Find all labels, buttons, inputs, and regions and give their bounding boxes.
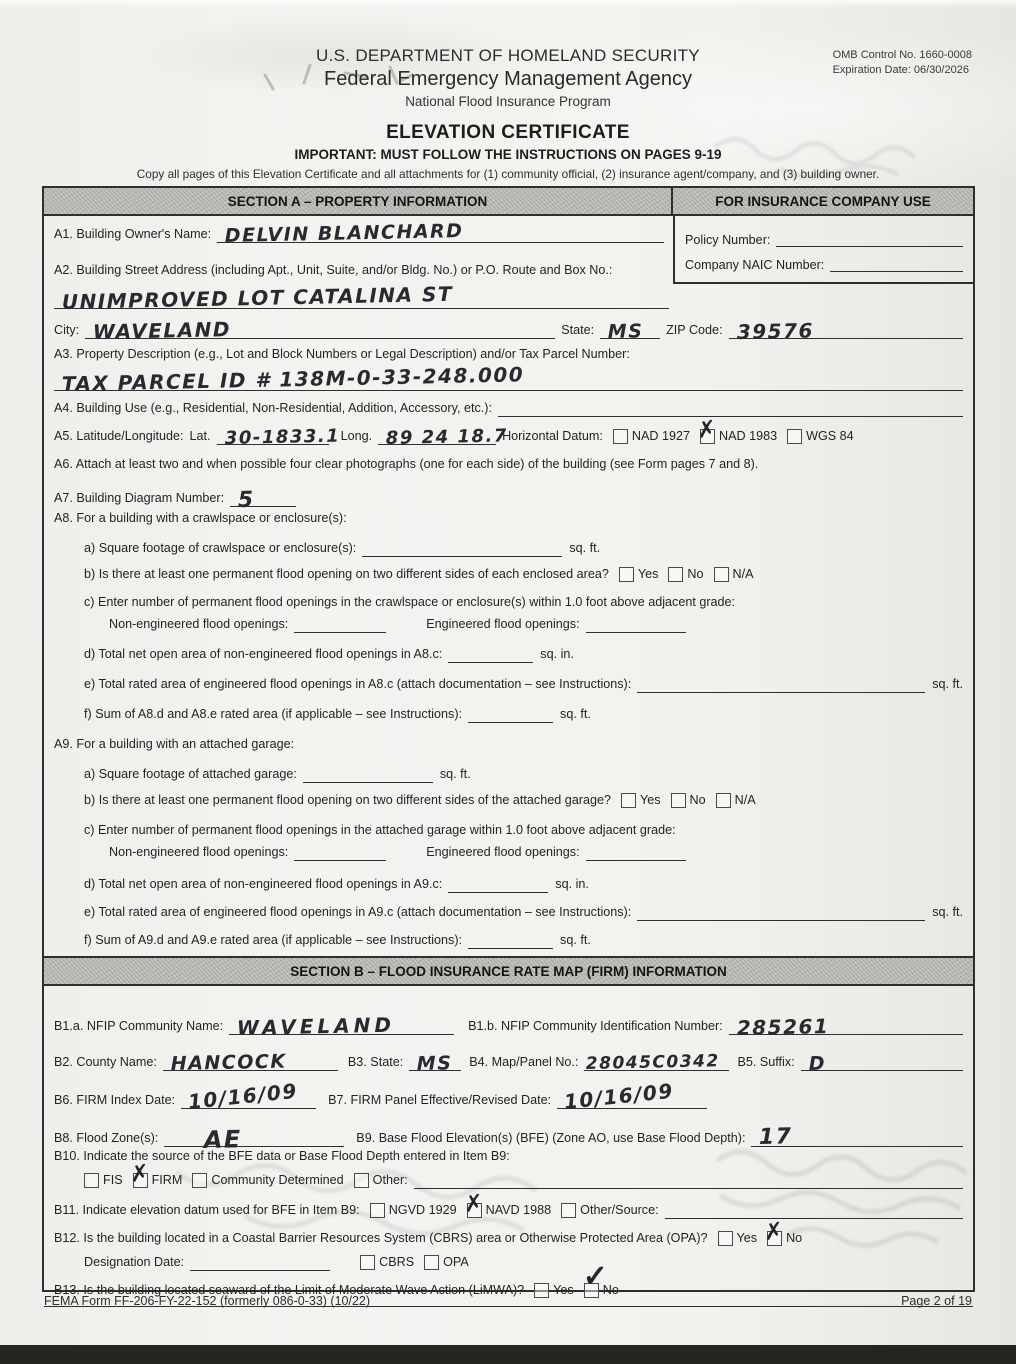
a8c-label: c) Enter number of permanent flood openings in the crawlspace or enclosure(s) within 1.0 foot above adjacent grade: xyxy=(84,595,736,609)
a2-label: A2. Building Street Address (including Apt., Unit, Suite, and/or Bldg. No.) or P.O. Route and Box No.: xyxy=(54,263,613,277)
b10-label-row xyxy=(54,1148,510,1165)
a3-label-row xyxy=(54,346,630,363)
b3-label: B3. State: xyxy=(347,1055,404,1069)
a4-row xyxy=(54,400,963,417)
naic-number-label: Company NAIC Number: xyxy=(685,258,825,272)
a8a-label: a) Square footage of crawlspace or enclosure(s): xyxy=(84,541,357,555)
a8c-eng-field[interactable] xyxy=(586,617,686,633)
a4-label: A4. Building Use (e.g., Residential, Non-Residential, Addition, Accessory, etc.): xyxy=(54,401,492,415)
b8-flood-zone-field[interactable]: AE xyxy=(164,1120,344,1147)
a9b-na-checkbox[interactable] xyxy=(716,793,731,808)
a8d-suffix: sq. in. xyxy=(540,647,574,661)
copy-instruction: Copy all pages of this Elevation Certificate and all attachments for (1) community official, (2) insurance agent/company, and (3) building owner. xyxy=(136,167,880,181)
wgs-84-checkbox[interactable] xyxy=(787,429,802,444)
a9c-fields-row xyxy=(109,844,686,861)
a9c-eng-field[interactable] xyxy=(586,845,686,861)
omb-control-block xyxy=(833,48,972,78)
b9-bfe-field[interactable]: 17 xyxy=(751,1131,963,1147)
a9e-row xyxy=(84,904,963,921)
a9a-row xyxy=(84,766,471,783)
a8b-na-label: N/A xyxy=(732,567,754,581)
a9f-row xyxy=(84,932,591,949)
a8d-field[interactable] xyxy=(448,647,533,663)
a9f-field[interactable] xyxy=(468,933,553,949)
a9f-label: f) Sum of A9.d and A9.e rated area (if applicable – see Instructions): xyxy=(84,933,463,947)
a9d-label: d) Total net open area of non-engineered flood openings in A9.c: xyxy=(84,877,443,891)
city-state-zip-row xyxy=(54,316,963,344)
b12-opa-label: OPA xyxy=(443,1255,469,1269)
a9e-field[interactable] xyxy=(637,905,925,921)
a8f-suffix: sq. ft. xyxy=(560,707,591,721)
agency-name: U.S. DEPARTMENT OF HOMELAND SECURITY xyxy=(316,46,700,65)
b11-navd-label: NAVD 1988 xyxy=(485,1203,552,1217)
a9c-label-row xyxy=(84,822,676,839)
state-label: State: xyxy=(561,323,595,337)
b6-label: B6. FIRM Index Date: xyxy=(54,1093,176,1107)
a8d-label: d) Total net open area of non-engineered flood openings in A8.c: xyxy=(84,647,443,661)
nad-1927-checkbox[interactable] xyxy=(613,429,628,444)
nad-1927-label: NAD 1927 xyxy=(631,429,690,443)
a9b-no-checkbox[interactable] xyxy=(671,793,686,808)
a9b-no-label: No xyxy=(689,793,706,807)
a1-row xyxy=(54,220,664,247)
a9a-field[interactable] xyxy=(303,767,433,783)
a2-value-row xyxy=(54,281,669,314)
b10-other-checkbox[interactable] xyxy=(354,1173,369,1188)
a8b-row xyxy=(84,566,754,583)
a8e-label: e) Total rated area of engineered flood openings in A8.c (attach documentation – see Instructions): xyxy=(84,677,632,691)
section-b-header-bar xyxy=(44,956,973,986)
a8c-label-row xyxy=(84,594,735,611)
b1b-label: B1.b. NFIP Community Identification Number: xyxy=(468,1019,723,1033)
a8f-field[interactable] xyxy=(468,707,553,723)
b12-yes-checkbox[interactable] xyxy=(718,1231,733,1246)
b10-fis-label: FIS xyxy=(103,1173,123,1187)
b3-state-field[interactable]: MS xyxy=(409,1055,461,1071)
a9b-na-label: N/A xyxy=(734,793,756,807)
a2-street-address-field[interactable]: UNIMPROVED LOT CATALINA ST xyxy=(54,284,669,309)
nad-1983-checkbox[interactable] xyxy=(700,429,715,444)
b6-row xyxy=(54,1078,707,1114)
b1b-community-id-field[interactable]: 285261 xyxy=(729,1019,963,1035)
b10-fis-checkbox[interactable] xyxy=(84,1173,99,1188)
state-field[interactable]: MS xyxy=(600,323,660,339)
b2-label: B2. County Name: xyxy=(54,1055,157,1069)
a8c-eng-label: Engineered flood openings: xyxy=(426,617,580,631)
b11-label: B11. Indicate elevation datum used for BFE in Item B9: xyxy=(54,1203,360,1217)
section-a-title: SECTION A – PROPERTY INFORMATION xyxy=(227,193,488,209)
a9c-eng-label: Engineered flood openings: xyxy=(426,845,580,859)
b1a-label: B1.a. NFIP Community Name: xyxy=(54,1019,224,1033)
nad-1983-label: NAD 1983 xyxy=(718,429,778,443)
a9c-non-label: Non-engineered flood openings: xyxy=(109,845,289,859)
insurance-company-use-box xyxy=(673,216,973,284)
a9c-label: c) Enter number of permanent flood openings in the attached garage within 1.0 foot above adjacent grade: xyxy=(84,823,676,837)
b10-firm-checkbox[interactable] xyxy=(133,1173,148,1188)
form-body xyxy=(42,186,975,1297)
a8a-field[interactable] xyxy=(362,541,562,557)
b13-no-label: No xyxy=(602,1283,619,1297)
b10-other-label: Other: xyxy=(372,1173,408,1187)
a8e-row xyxy=(84,676,963,693)
form-title: ELEVATION CERTIFICATE xyxy=(386,122,630,143)
a8d-row xyxy=(84,646,574,663)
a8a-row xyxy=(84,540,600,557)
a9-head-row xyxy=(54,736,294,753)
a9b-yes-label: Yes xyxy=(639,793,661,807)
a8b-yes-label: Yes xyxy=(637,567,659,581)
b1-row xyxy=(54,1012,963,1040)
b1a-community-name-field[interactable]: WAVELAND xyxy=(229,1012,454,1035)
b7-panel-date-field[interactable]: 10/16/09 xyxy=(557,1084,707,1109)
important-note: IMPORTANT: MUST FOLLOW THE INSTRUCTIONS ON PAGES 9-19 xyxy=(294,147,722,162)
a9e-suffix: sq. ft. xyxy=(932,905,963,919)
b13-yes-label: Yes xyxy=(553,1283,574,1297)
city-field[interactable]: WAVELAND xyxy=(85,316,555,339)
a8c-non-field[interactable] xyxy=(294,617,386,633)
b10-community-checkbox[interactable] xyxy=(192,1173,207,1188)
a7-label: A7. Building Diagram Number: xyxy=(54,491,225,505)
form-id: FEMA Form FF-206-FY-22-152 (formerly 086-0-33) (10/22) xyxy=(44,1294,371,1308)
b12-yes-label: Yes xyxy=(736,1231,758,1245)
a3-property-description-field[interactable]: TAX PARCEL ID # 138M-0-33-248.000 xyxy=(54,364,963,391)
b9-label: B9. Base Flood Elevation(s) (BFE) (Zone AO, use Base Flood Depth): xyxy=(356,1131,746,1145)
a8-head-row xyxy=(54,510,347,527)
b7-label: B7. FIRM Panel Effective/Revised Date: xyxy=(328,1093,552,1107)
b6-firm-index-date-field[interactable]: 10/16/09 xyxy=(181,1084,316,1109)
a2-label-row xyxy=(54,262,612,279)
a9d-row xyxy=(84,876,589,893)
b8-label: B8. Flood Zone(s): xyxy=(54,1131,159,1145)
b12-opa-checkbox[interactable] xyxy=(424,1255,439,1270)
a8a-suffix: sq. ft. xyxy=(569,541,601,555)
b11-other-checkbox[interactable] xyxy=(561,1203,576,1218)
b12-cbrs-label: CBRS xyxy=(379,1255,415,1269)
policy-number-label: Policy Number: xyxy=(685,233,771,247)
a1-label: A1. Building Owner's Name: xyxy=(54,227,212,241)
longitude-field[interactable]: 89 24 18.7 xyxy=(378,429,496,445)
b10-label: B10. Indicate the source of the BFE data or Base Flood Depth entered in Item B9: xyxy=(54,1149,510,1163)
b5-suffix-field[interactable]: D xyxy=(801,1055,963,1071)
b13-label: B13. Is the building located seaward of the Limit of Moderate Wave Action (LiMWA)? xyxy=(54,1283,525,1297)
a9b-label: b) Is there at least one permanent flood opening on two different sides of the attached garage? xyxy=(84,793,611,807)
a9a-suffix: sq. ft. xyxy=(439,767,471,781)
wgs-84-label: WGS 84 xyxy=(806,429,854,443)
b10-firm-label: FIRM xyxy=(151,1173,183,1187)
a9-label: A9. For a building with an attached garage: xyxy=(54,737,295,751)
a3-value-row xyxy=(54,362,963,396)
a3-label: A3. Property Description (e.g., Lot and Block Numbers or Legal Description) and/or Tax Parcel Number: xyxy=(54,347,630,361)
b8-row xyxy=(54,1120,963,1154)
a9b-yes-checkbox[interactable] xyxy=(621,793,636,808)
policy-number-field[interactable] xyxy=(776,231,963,247)
city-label: City: xyxy=(54,323,80,337)
horizontal-datum-label: Horizontal Datum: xyxy=(502,429,603,443)
b12-row xyxy=(54,1230,802,1247)
zip-field[interactable]: 39576 xyxy=(729,323,963,339)
a9b-row xyxy=(84,792,756,809)
b4-label: B4. Map/Panel No.: xyxy=(469,1055,579,1069)
b11-ngvd-label: NGVD 1929 xyxy=(388,1203,457,1217)
a8e-field[interactable] xyxy=(637,677,925,693)
a9a-label: a) Square footage of attached garage: xyxy=(84,767,297,781)
omb-expiration-date: Expiration Date: 06/30/2026 xyxy=(832,64,969,76)
a8e-suffix: sq. ft. xyxy=(932,677,963,691)
a6-label: A6. Attach at least two and when possible four clear photographs (one for each side) of the building (see Form pages 7 and 8). xyxy=(54,457,759,471)
a4-building-use-field[interactable] xyxy=(498,401,963,417)
b2-county-field[interactable]: HANCOCK xyxy=(163,1048,338,1071)
latitude-label: Lat. xyxy=(189,429,211,443)
a8b-yes-checkbox[interactable] xyxy=(619,567,634,582)
a9d-suffix: sq. in. xyxy=(555,877,589,891)
a5-label: A5. Latitude/Longitude: xyxy=(54,429,184,443)
longitude-label: Long. xyxy=(340,429,373,443)
a9f-suffix: sq. ft. xyxy=(560,933,591,947)
b2-row xyxy=(54,1048,963,1075)
b12-designation-label: Designation Date: xyxy=(84,1255,185,1269)
a1-owner-name-field[interactable]: DELVIN BLANCHARD xyxy=(217,227,664,243)
b10-options-row xyxy=(84,1172,963,1189)
b12-cbrs-checkbox[interactable] xyxy=(360,1255,375,1270)
b11-navd-checkbox[interactable] xyxy=(467,1203,482,1218)
b12-designation-field[interactable] xyxy=(190,1255,330,1271)
b12-label: B12. Is the building located in a Coastal Barrier Resources System (CBRS) area or Otherwise Protected Area (OPA)? xyxy=(54,1231,708,1245)
b5-label: B5. Suffix: xyxy=(737,1055,795,1069)
naic-number-field[interactable] xyxy=(830,256,963,272)
a8b-no-checkbox[interactable] xyxy=(668,567,683,582)
a8f-label: f) Sum of A8.d and A8.e rated area (if applicable – see Instructions): xyxy=(84,707,463,721)
section-a-header-bar xyxy=(44,188,973,216)
a9e-label: e) Total rated area of engineered flood openings in A9.c (attach documentation – see Instructions): xyxy=(84,905,632,919)
section-b-title: SECTION B – FLOOD INSURANCE RATE MAP (FIRM) INFORMATION xyxy=(290,963,727,979)
a7-row xyxy=(54,482,296,513)
b12-designation-row xyxy=(84,1254,469,1271)
a8b-label: b) Is there at least one permanent flood opening on two different sides of each enclosed area? xyxy=(84,567,609,581)
zip-label: ZIP Code: xyxy=(666,323,723,337)
a7-diagram-number-field[interactable]: 5 xyxy=(230,482,296,507)
b10-community-label: Community Determined xyxy=(211,1173,344,1187)
a9d-field[interactable] xyxy=(448,877,548,893)
a8-label: A8. For a building with a crawlspace or enclosure(s): xyxy=(54,511,347,525)
omb-control-number: OMB Control No. 1660-0008 xyxy=(832,49,972,61)
a8f-row xyxy=(84,706,591,723)
b4-map-panel-field[interactable]: 28045C0342 xyxy=(584,1055,729,1071)
b11-other-field[interactable] xyxy=(665,1203,963,1219)
a9c-non-field[interactable] xyxy=(294,845,386,861)
a8c-fields-row xyxy=(109,616,686,633)
program-name: National Flood Insurance Program xyxy=(405,94,611,109)
b12-no-checkbox[interactable] xyxy=(767,1231,782,1246)
latitude-field[interactable]: 30-1833.1 xyxy=(217,429,329,445)
page-number: Page 2 of 19 xyxy=(901,1294,972,1308)
page-footer xyxy=(44,1294,972,1308)
insurance-use-title: FOR INSURANCE COMPANY USE xyxy=(671,188,973,214)
b11-ngvd-checkbox[interactable] xyxy=(370,1203,385,1218)
b10-other-field[interactable] xyxy=(414,1173,963,1189)
a8b-no-label: No xyxy=(687,567,704,581)
a5-row xyxy=(54,425,963,449)
a6-row xyxy=(54,456,758,473)
a8b-na-checkbox[interactable] xyxy=(714,567,729,582)
a8c-non-label: Non-engineered flood openings: xyxy=(109,617,289,631)
agency-subname: Federal Emergency Management Agency xyxy=(324,68,692,90)
b12-no-label: No xyxy=(786,1231,803,1245)
b11-row xyxy=(54,1202,963,1219)
b11-other-label: Other/Source: xyxy=(580,1203,659,1217)
